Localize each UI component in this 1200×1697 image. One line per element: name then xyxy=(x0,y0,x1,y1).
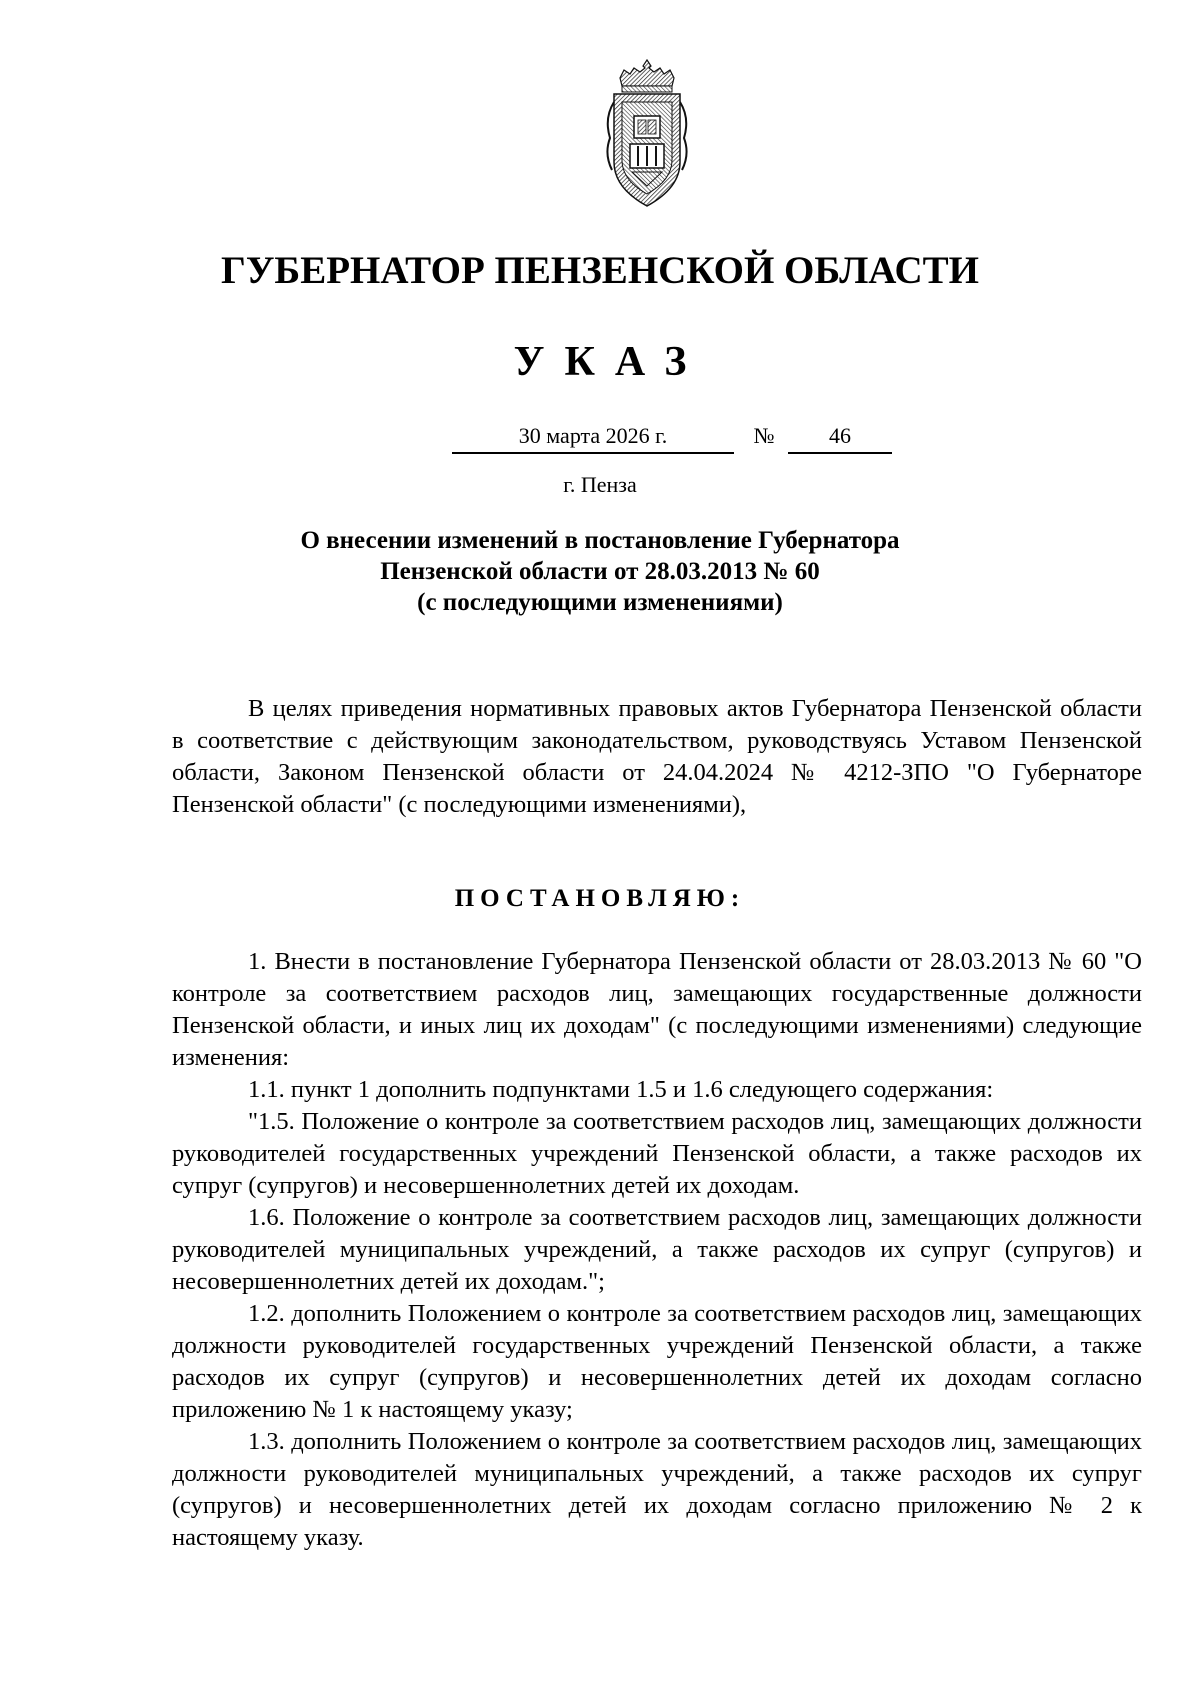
subject-line: Пензенской области от 28.03.2013 № 60 xyxy=(380,558,820,585)
decree-item: 1.1. пункт 1 дополнить подпунктами 1.5 и 1.6 следующего содержания: xyxy=(248,1076,994,1103)
subject-line: (с последующими изменениями) xyxy=(417,589,783,616)
document-number: 46 xyxy=(788,420,892,454)
decree-item: 1. Внести в постановление Губернатора Пензенской области от 28.03.2013 № 60 "О контроле за соответствием расходов лиц, замещающих государственные должности Пензенской области, и иных лиц их доходам" (с последующими изменениями) следующие изменения: xyxy=(172,948,1142,1071)
document-date: 30 марта 2026 г. xyxy=(452,420,734,454)
authority-title: ГУБЕРНАТОР ПЕНЗЕНСКОЙ ОБЛАСТИ xyxy=(221,249,979,292)
decree-word: ПОСТАНОВЛЯЮ: xyxy=(454,885,746,912)
preamble-paragraph: В целях приведения нормативных правовых актов Губернатора Пензенской области в соответствие с действующим законодательством, руководствуясь Уставом Пензенской области, Законом Пензенской области от 24.04.2024 № 4212-ЗПО "О Губернаторе Пензенской области" (с последующими изменениями), xyxy=(172,695,1142,818)
document-place: г. Пенза xyxy=(563,472,637,497)
document-type: УКАЗ xyxy=(513,339,707,385)
preamble xyxy=(172,693,1142,821)
decree-item: 1.3. дополнить Положением о контроле за соответствием расходов лиц, замещающих должности руководителей муниципальных учреждений, а также расходов их супруг (супругов) и несовершеннолетних детей их доходам согласно приложению № 2 к настоящему указу. xyxy=(172,1428,1142,1551)
subject-line: О внесении изменений в постановление Губернатора xyxy=(300,527,900,554)
document-requisites xyxy=(452,420,892,454)
number-sign: № xyxy=(753,423,775,448)
coat-of-arms-emblem xyxy=(602,58,692,210)
document-subject xyxy=(250,525,950,618)
decree-item: 1.2. дополнить Положением о контроле за соответствием расходов лиц, замещающих должности руководителей государственных учреждений Пензенской области, а также расходов их супруг (супругов) и несовершеннолетних детей их доходам согласно приложению № 1 к настоящему указу; xyxy=(172,1300,1142,1423)
decree-item: 1.6. Положение о контроле за соответствием расходов лиц, замещающих должности руководителей муниципальных учреждений, а также расходов их супруг (супругов) и несовершеннолетних детей их доходам."; xyxy=(172,1204,1142,1295)
decree-item: "1.5. Положение о контроле за соответствием расходов лиц, замещающих должности руководителей государственных учреждений Пензенской области, а также расходов их супруг (супругов) и несовершеннолетних детей их доходам. xyxy=(172,1108,1142,1199)
decree-items xyxy=(172,946,1142,1554)
